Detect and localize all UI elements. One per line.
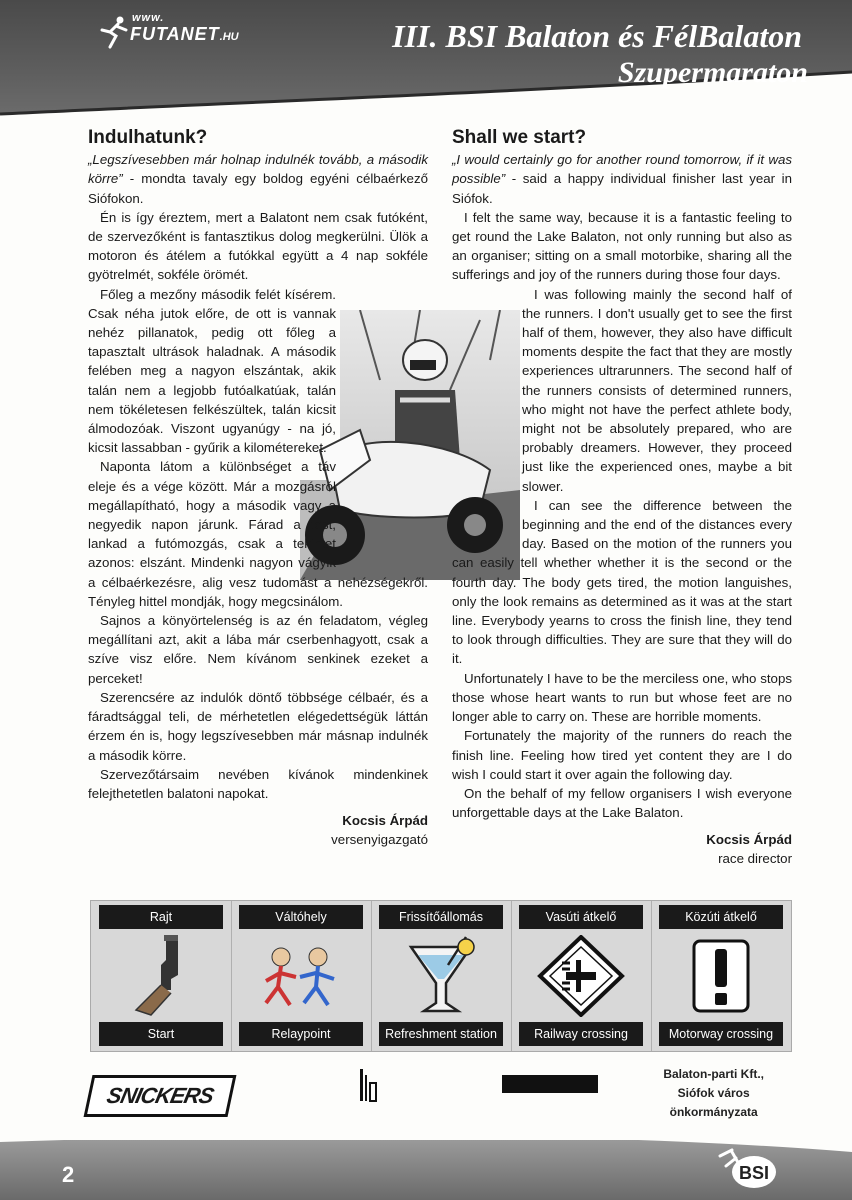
sign-label-en: Motorway crossing: [659, 1022, 783, 1046]
hungarian-lead: [88, 150, 428, 208]
sign-label-hu: Rajt: [99, 905, 223, 929]
futanet-logo: [100, 12, 239, 45]
hungarian-paragraph: Én is így éreztem, mert a Balatont nem csak futóként, de szervezőként is fantasztikus dolog megkerülni. Ülök a motoron és átélem a futókkal együtt a 4 nap sokféle gyötrelmét, sokféle örömét.: [88, 209, 428, 283]
bsi-logo-text: BSI: [738, 1163, 770, 1183]
hungarian-lead-quote: „Legszívesebben már holnap indulnék tovább, a második körre”: [88, 152, 428, 187]
railway-crossing-icon: [536, 935, 626, 1017]
sponsor-bar-logo: [358, 1065, 378, 1105]
hungarian-paragraph: Naponta látom a különbséget a táv eleje és a vége között. Már a mozgásról megállapítható, hogy a második vagy a negyedik napon járunk. Fárad a test, lankad a futómozgás, csak a tekintet azonos: elszánt. Mindenki nagyon vágyik a célbaérkezésre, alig vesz tudomást a nehézségekről. Tényleg hittel mondják, hogy megcsinálom.: [88, 459, 428, 609]
english-paragraph: I was following mainly the second half of the runners. I don't usually get to see the first half of them, however, they also have difficult moments despite the fact that they are mostly experiences ultrarunners. The second half of the runners consists of determined runners, who might not have the perfect athlete body, might not be absolutely prepared, who are probably dreamers. However, they proceed just like the experienced ones, maybe a bit slower.: [522, 286, 792, 494]
sign-label-hu: Váltóhely: [239, 905, 363, 929]
sign-label-en: Railway crossing: [519, 1022, 643, 1046]
english-lead: [452, 150, 792, 208]
snickers-logo: SNICKERS: [84, 1075, 237, 1117]
course-signs-legend: [90, 900, 792, 1052]
english-paragraph: Fortunately the majority of the runners do reach the finish line. Feeling how tired yet content they are I do wish I could start it over again the following day.: [452, 728, 792, 782]
photo-wrap-space: [452, 285, 522, 540]
hungarian-paragraph: Szervezőtársaim nevében kívánok mindenkinek felejthetetlen balatoni napokat.: [88, 766, 428, 801]
drink-glass-icon: [396, 935, 486, 1017]
bsi-logo: [718, 1146, 778, 1190]
logo-tld: .HU: [219, 31, 239, 43]
signature-role: versenyigazgató: [331, 832, 428, 848]
relay-runners-icon: [256, 935, 346, 1017]
english-paragraph: I can see the difference between the beginning and the end of the distances every day. Based on the motion of the runners you can easily tell whether whether it is the second or the fourth day. The body gets tired, the motion languishes, only the look remains as determined as it was at the start line. Everybody yearns to cross the finish line, they tend to look through difficulties. They are sure that they will do it.: [452, 497, 792, 667]
sign-label-en: Refreshment station: [379, 1022, 503, 1046]
photo-wrap-space: [336, 287, 428, 567]
page-title-line1: III. BSI Balaton és FélBalaton: [392, 18, 802, 54]
sign-label-en: Relaypoint: [239, 1022, 363, 1046]
signature-role: race director: [718, 851, 792, 867]
exclamation-warning-icon: [676, 935, 766, 1017]
english-paragraph: On the behalf of my fellow organisers I wish everyone unforgettable days at the Lake Balaton.: [452, 785, 792, 821]
sign-label-hu: Közúti átkelő: [659, 905, 783, 929]
sponsor-line: önkormányzata: [669, 1105, 758, 1119]
signature-name: Kocsis Árpád: [342, 813, 428, 829]
hungarian-article: [88, 128, 428, 849]
redacted-logo: [502, 1075, 598, 1093]
hungarian-paragraph: Főleg a mezőny második felét kísérem. Csak néha jutok előre, de ott is vannak nehéz pillanatok, pedig ott főleg a tapasztalt ultrások haladnak. A második felében meg a nagyon elszántak, akik talán nem a legjobb futóalkatúak, talán nem tökéletesen felkészültek, talán kicsit álmodozóak. Viszont ugyanúgy - na jó, kicsit lassabban - gyűrik a kilométereket.: [88, 286, 336, 456]
page-header: [0, 0, 852, 120]
runner-logo-icon: [96, 14, 132, 50]
hungarian-signature: [88, 811, 428, 849]
hungarian-paragraph: Sajnos a könyörtelenség is az én feladatom, végleg megállítani azt, akit a lába már cserbenhagyott, csak a szíve visz előre. Nem kívánom senkinek ezeket a perceket!: [88, 613, 428, 686]
english-lead-quote: „I would certainly go for another round tomorrow, if it was possible”: [452, 152, 792, 187]
english-heading: Shall we start?: [452, 127, 587, 148]
sign-label-en: Start: [99, 1022, 223, 1046]
sign-refreshment: [371, 901, 512, 1051]
english-article: [452, 128, 792, 868]
starter-pistol-icon: [116, 935, 206, 1017]
page-number: 2: [62, 1162, 75, 1187]
hungarian-heading: Indulhatunk?: [88, 127, 208, 148]
sponsor-line: Siófok város: [677, 1086, 750, 1100]
sign-relaypoint: [231, 901, 372, 1051]
sign-label-hu: Vasúti átkelő: [519, 905, 643, 929]
english-paragraph: Unfortunately I have to be the merciless one, who stops those whose heart wants to run but whose feet are no longer able to carry on. These are horrible moments.: [452, 670, 792, 725]
english-signature: [452, 830, 792, 868]
sponsor-text: [663, 1065, 764, 1122]
english-lead-rest: - said a happy individual finisher last year in Siófok.: [452, 171, 792, 206]
page-title-line2: Szupermaraton: [617, 56, 808, 89]
sign-label-hu: Frissítőállomás: [379, 905, 503, 929]
signature-name: Kocsis Árpád: [706, 832, 792, 848]
hungarian-lead-rest: - mondta tavaly egy boldog egyéni célbaérkező Siófokon.: [88, 171, 428, 206]
english-paragraph: I felt the same way, because it is a fantastic feeling to get round the Lake Balaton, not only running but also as an organiser; sitting on a small motorbike, sharing all the sufferings and joy of the runners during those four days.: [452, 209, 792, 283]
sponsor-line: Balaton-parti Kft.,: [663, 1067, 764, 1081]
logo-name: FUTANET: [130, 24, 220, 44]
sign-railway: [511, 901, 652, 1051]
logo-www: www.: [132, 12, 165, 24]
hungarian-paragraph: Szerencsére az indulók döntő többsége célbaér, és a fáradtsággal teli, de mérhetetlen elégedettségük láttán érzem én is, hogy legszívesebben már másnap indulnék a második körre.: [88, 689, 428, 763]
sign-motorway: [651, 901, 791, 1051]
sign-start: [91, 901, 232, 1051]
